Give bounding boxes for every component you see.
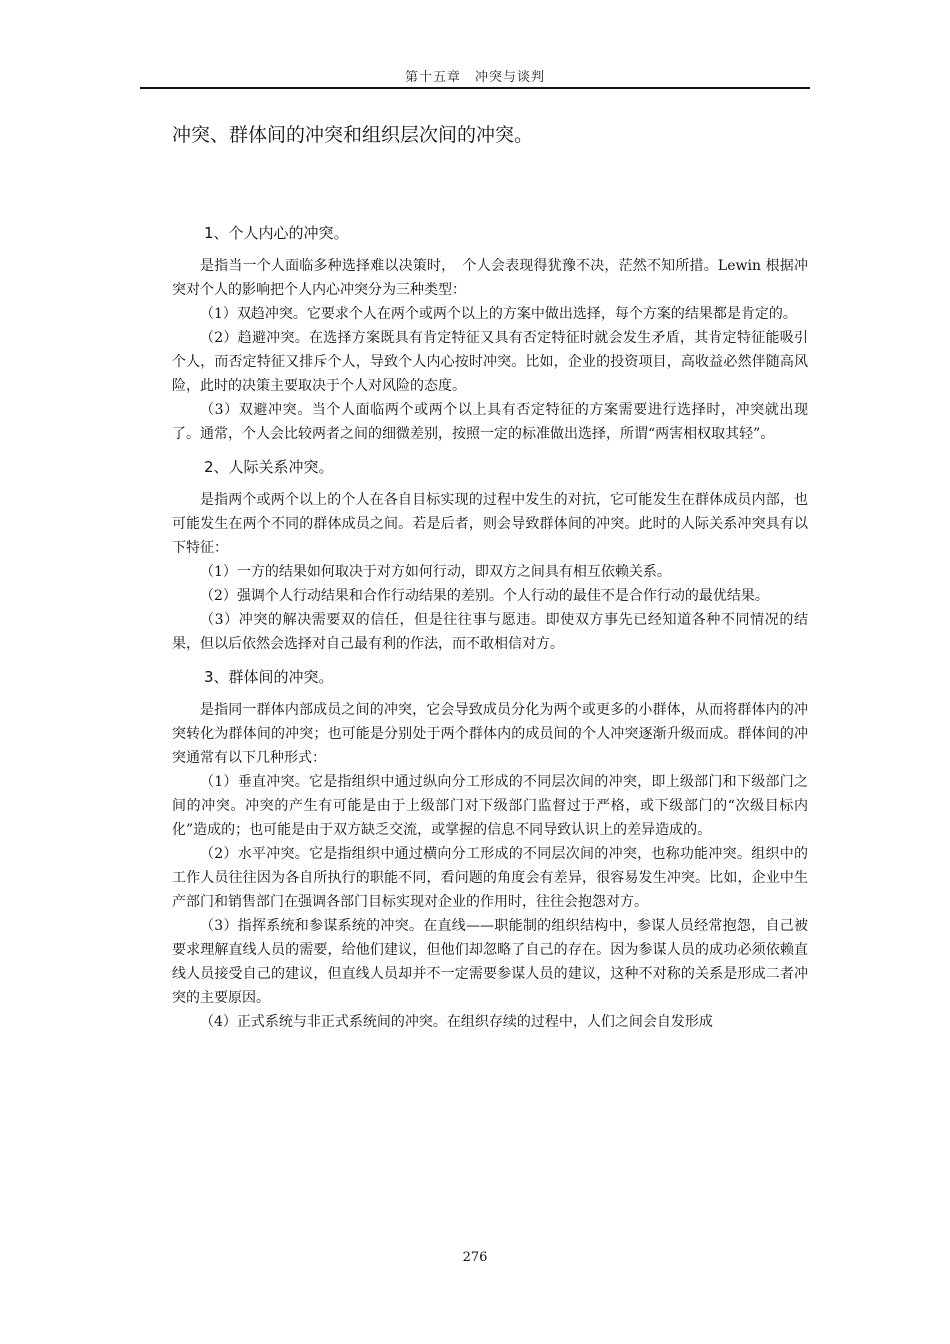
page-body xyxy=(172,120,808,1034)
paragraph: （1）一方的结果如何取决于对方如何行动，即双方之间具有相互依赖关系。 xyxy=(200,564,671,580)
running-header: 第十五章 冲突与谈判 xyxy=(404,70,545,85)
paragraph: （3）冲突的解决需要双的信任，但是往往事与愿违。即使双方事先已经知道各种不同情况的结果，但以后依然会选择对自己最有利的作法，而不敢相信对方。 xyxy=(172,612,808,652)
paragraph: （2）强调个人行动结果和合作行动结果的差别。个人行动的最佳不是合作行动的最优结果。 xyxy=(200,588,769,604)
section-title: 冲突、群体间的冲突和组织层次间的冲突。 xyxy=(172,124,534,146)
paragraph: （2）趋避冲突。在选择方案既具有肯定特征又具有否定特征时就会发生矛盾，其肯定特征能吸引个人，而否定特征又排斥个人，导致个人内心按时冲突。比如，企业的投资项目，高收益必然伴随高风险，此时的决策主要取决于个人对风险的态度。 xyxy=(172,330,808,394)
header-rule xyxy=(140,87,810,89)
paragraph: 是指当一个人面临多种选择难以决策时， 个人会表现得犹豫不决，茫然不知所措。Lewin 根据冲突对个人的影响把个人内心冲突分为三种类型： xyxy=(172,258,808,298)
paragraph: （3）双避冲突。当个人面临两个或两个以上具有否定特征的方案需要进行选择时，冲突就出现了。通常，个人会比较两者之间的细微差别，按照一定的标准做出选择，所谓“两害相权取其轻”。 xyxy=(172,402,808,442)
paragraph: （1）双趋冲突。它要求个人在两个或两个以上的方案中做出选择，每个方案的结果都是肯定的。 xyxy=(200,306,797,322)
paragraph: 是指两个或两个以上的个人在各自目标实现的过程中发生的对抗，它可能发生在群体成员内部，也可能发生在两个不同的群体成员之间。若是后者，则会导致群体间的冲突。此时的人际关系冲突具有以下特征： xyxy=(172,492,808,556)
paragraph: （4）正式系统与非正式系统间的冲突。在组织存续的过程中，人们之间会自发形成 xyxy=(200,1014,713,1030)
heading-1: 1、个人内心的冲突。 xyxy=(204,224,349,242)
paragraph: （2）水平冲突。它是指组织中通过横向分工形成的不同层次间的冲突，也称功能冲突。组织中的工作人员往往因为各自所执行的职能不同，看问题的角度会有差异，很容易发生冲突。比如，企业中生产部门和销售部门在强调各部门目标实现对企业的作用时，往往会抱怨对方。 xyxy=(172,846,808,910)
paragraph: （3）指挥系统和参谋系统的冲突。在直线——职能制的组织结构中，参谋人员经常抱怨，自己被要求理解直线人员的需要，给他们建议，但他们却忽略了自己的存在。因为参谋人员的成功必须依赖直线人员接受自己的建议，但直线人员却并不一定需要参谋人员的建议，这种不对称的关系是形成二者冲突的主要原因。 xyxy=(172,918,808,1006)
page-number: 276 xyxy=(462,1250,488,1265)
heading-3: 3、群体间的冲突。 xyxy=(204,668,334,686)
paragraph: 是指同一群体内部成员之间的冲突，它会导致成员分化为两个或更多的小群体，从而将群体内的冲突转化为群体间的冲突；也可能是分别处于两个群体内的成员间的个人冲突逐渐升级而成。群体间的冲突通常有以下几种形式： xyxy=(172,702,808,766)
paragraph: （1）垂直冲突。它是指组织中通过纵向分工形成的不同层次间的冲突，即上级部门和下级部门之间的冲突。冲突的产生有可能是由于上级部门对下级部门监督过于严格，或下级部门的“次级目标内化”造成的；也可能是由于双方缺乏交流，或掌握的信息不同导致认识上的差异造成的。 xyxy=(172,774,808,838)
heading-2: 2、人际关系冲突。 xyxy=(204,458,334,476)
